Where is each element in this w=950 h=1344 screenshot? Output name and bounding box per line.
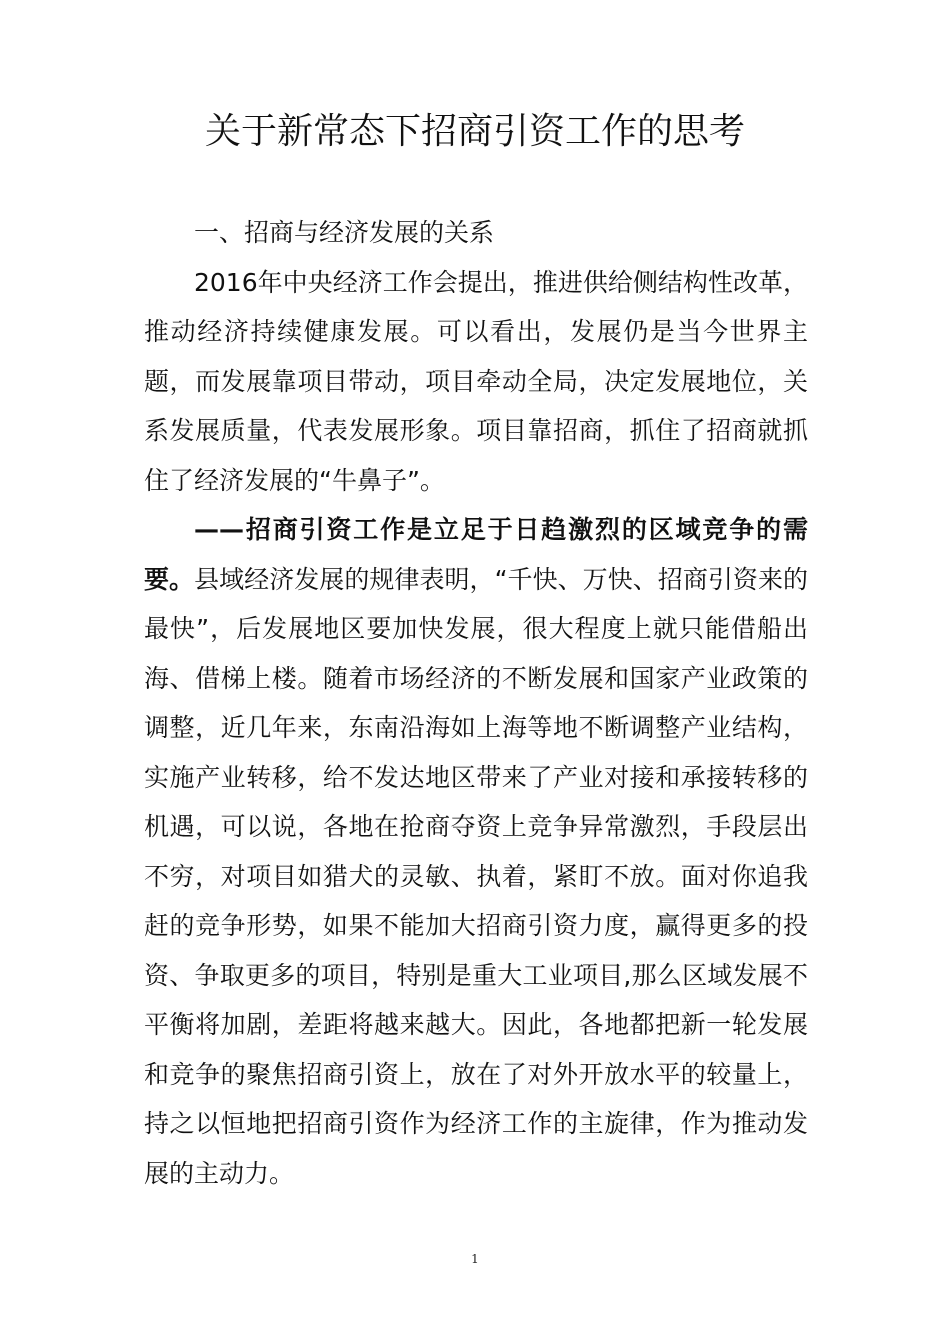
document-body: [144, 208, 808, 1198]
paragraph-1: 2016年中央经济工作会提出，推进供给侧结构性改革，推动经济持续健康发展。可以看出，发展仍是当今世界主题，而发展靠项目带动，项目牵动全局，决定发展地位，关系发展质量，代表发展形象。项目靠招商，抓住了招商就抓住了经济发展的“牛鼻子”。: [144, 267, 808, 495]
paragraph-2-body: 县域经济发展的规律表明，“千快、万快、招商引资来的最快”，后发展地区要加快发展，很大程度上就只能借船出海、借梯上楼。随着市场经济的不断发展和国家产业政策的调整，近几年来，东南沿海如上海等地不断调整产业结构，实施产业转移，给不发达地区带来了产业对接和承接转移的机遇，可以说，各地在抢商夺资上竞争异常激烈，手段层出不穷，对项目如猎犬的灵敏、执着，紧盯不放。面对你追我赶的竞争形势，如果不能加大招商引资力度，赢得更多的投资、争取更多的项目，特别是重大工业项目,那么区域发展不平衡将加剧，差距将越来越大。因此，各地都把新一轮发展和竞争的聚焦招商引资上，放在了对外开放水平的较量上，持之以恒地把招商引资作为经济工作的主旋律，作为推动发展的主动力。: [144, 564, 808, 1188]
paragraph-2: [144, 505, 808, 1198]
section-heading: 一、招商与经济发展的关系: [194, 218, 495, 247]
document-title: 关于新常态下招商引资工作的思考: [204, 111, 745, 152]
paragraph-2-lead: ——招商引资工作是立足于日趋激烈的区域竞争的需要。: [144, 515, 808, 594]
page-number: 1: [471, 1252, 479, 1266]
